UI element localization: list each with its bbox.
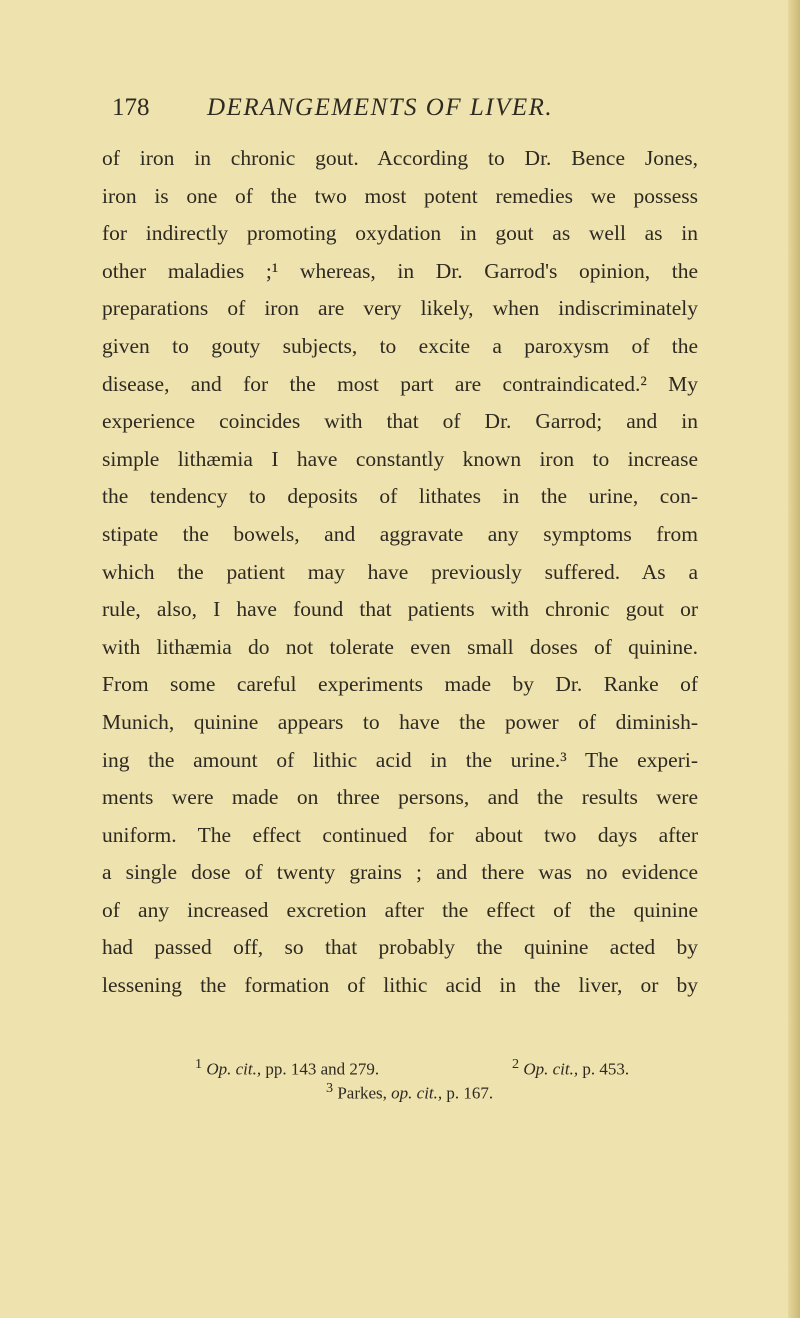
footnote-detail: p. 453. [582,1059,630,1079]
text-line: given to gouty subjects, to excite a paroxysm of the [102,333,698,358]
footnote-mark: 3 [326,1080,334,1096]
footnote-2 [512,1056,629,1080]
text-line: stipate the bowels, and aggravate any symptoms from [102,521,698,546]
body-text [102,140,698,1005]
text-line: uniform. The effect continued for about two days after [102,822,698,847]
footnote-mark: 2 [512,1056,520,1072]
footnote-detail: p. 167. [446,1083,494,1103]
text-line: had passed off, so that probably the quinine acted by [102,935,698,960]
text-line: of iron in chronic gout. According to Dr. Bence Jones, [102,146,698,170]
text-line: for indirectly promoting oxydation in gout as well as in [102,221,698,246]
footnote-source: Op. cit., [206,1059,262,1079]
text-line: the tendency to deposits of lithates in the urine, con- [102,484,698,509]
running-title: DERANGEMENTS OF LIVER. [207,94,554,121]
text-line: ing the amount of lithic acid in the urine.³ The experi- [102,747,698,772]
text-line: experience coincides with that of Dr. Garrod; and in [102,409,698,434]
text-line: simple lithæmia I have constantly known iron to increase [102,446,698,471]
footnote-source: Op. cit., [523,1059,579,1079]
footnote-1 [195,1056,379,1080]
text-line: with lithæmia do not tolerate even small doses of quinine. [102,634,698,659]
footnote-detail: pp. 143 and 279. [265,1059,380,1079]
text-line: Munich, quinine appears to have the power of diminish- [102,709,698,734]
page-edge [788,0,800,1318]
footnote-author: Parkes, [337,1083,387,1103]
text-line: From some careful experiments made by Dr. Ranke of [102,672,698,697]
footnote-source: op. cit., [391,1083,443,1103]
text-line: lessening the formation of lithic acid in the liver, or by [102,973,698,998]
text-line: which the patient may have previously suffered. As a [102,559,698,584]
text-line: other maladies ;¹ whereas, in Dr. Garrod's opinion, the [102,258,698,283]
text-line: ments were made on three persons, and the results were [102,785,698,810]
text-line: of any increased excretion after the effect of the quinine [102,897,698,922]
text-line: preparations of iron are very likely, when indiscriminately [102,296,698,321]
text-line: rule, also, I have found that patients with chronic gout or [102,597,698,622]
text-line: a single dose of twenty grains ; and there was no evidence [102,860,698,885]
footnote-3 [326,1080,493,1104]
footnote-mark: 1 [195,1056,203,1072]
text-line: iron is one of the two most potent remedies we possess [102,183,698,208]
text-line: disease, and for the most part are contraindicated.² My [102,371,698,396]
page-number: 178 [112,94,150,121]
